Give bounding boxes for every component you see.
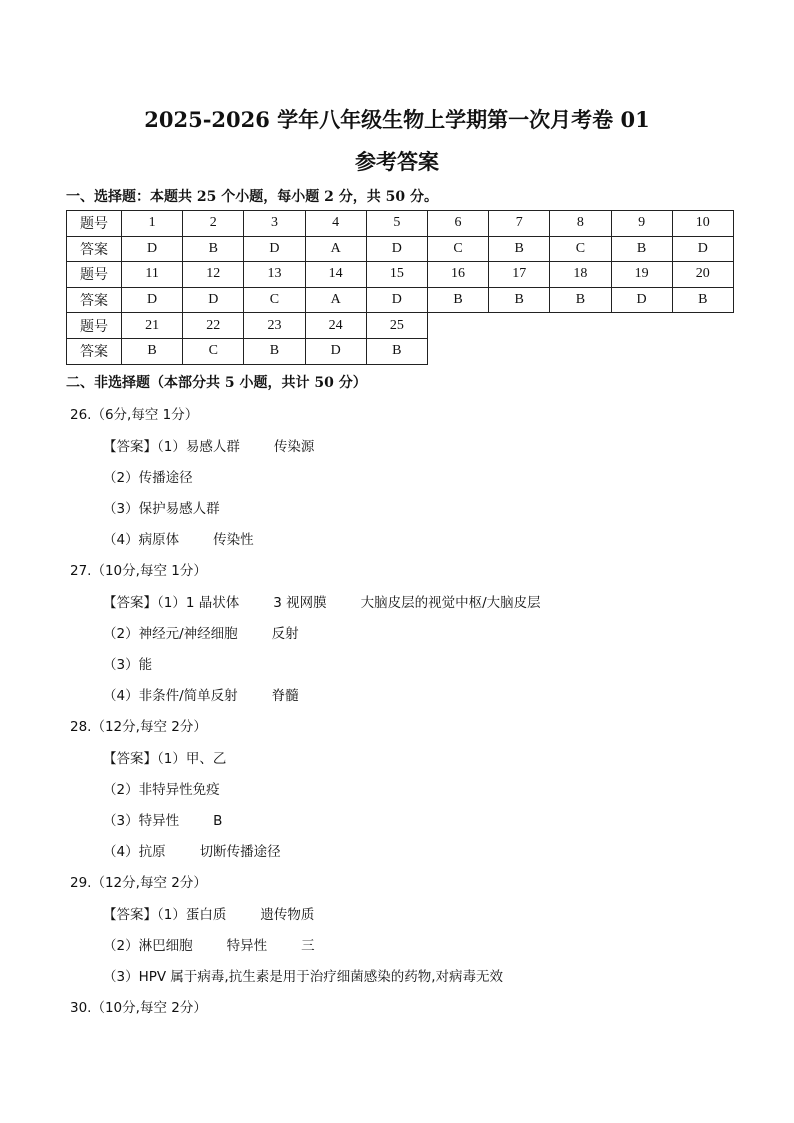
answer-text: （2）传播途径 xyxy=(103,470,193,486)
answer-text: （4）抗原 xyxy=(103,844,166,860)
answer-text: 【答案】（1）蛋白质 xyxy=(103,907,227,923)
table-cell: C xyxy=(427,236,488,262)
answer-text: （3）保护易感人群 xyxy=(103,501,220,517)
table-row xyxy=(67,287,734,313)
answer-text: （2）淋巴细胞 xyxy=(103,938,193,954)
answer-text: 特异性 xyxy=(226,938,268,954)
answer-table xyxy=(66,210,734,365)
answer-text: 切断传播途径 xyxy=(199,844,281,860)
table-cell: D xyxy=(305,338,366,364)
table-cell: 16 xyxy=(427,262,488,288)
table-cell: 25 xyxy=(366,313,427,339)
table-empty-cell xyxy=(427,313,733,339)
page-title: 2025-2026 学年八年级生物上学期第一次月考卷 01 xyxy=(144,107,650,132)
answer-line xyxy=(103,684,299,704)
answer-line xyxy=(103,747,226,767)
table-cell: 11 xyxy=(122,262,183,288)
answer-line xyxy=(103,934,315,954)
question-26-heading: 26.（6分,每空 1分） xyxy=(70,407,199,423)
table-cell: 22 xyxy=(183,313,244,339)
table-cell: 9 xyxy=(611,211,672,237)
table-cell: 10 xyxy=(672,211,733,237)
table-cell: 7 xyxy=(489,211,550,237)
answer-line xyxy=(103,778,220,798)
answer-text: 遗传物质 xyxy=(260,907,315,923)
answer-text: B xyxy=(213,813,223,829)
table-cell: B xyxy=(183,236,244,262)
table-cell: B xyxy=(550,287,611,313)
table-row xyxy=(67,313,734,339)
table-cell: 14 xyxy=(305,262,366,288)
table-cell: 8 xyxy=(550,211,611,237)
question-29-heading: 29.（12分,每空 2分） xyxy=(70,875,207,891)
answer-text: 3 视网膜 xyxy=(273,595,327,611)
answer-line xyxy=(103,809,222,829)
table-row xyxy=(67,262,734,288)
page-subtitle: 参考答案 xyxy=(355,149,439,174)
table-cell: 3 xyxy=(244,211,305,237)
answer-line xyxy=(103,528,254,548)
table-cell: 17 xyxy=(489,262,550,288)
table-cell: 答案 xyxy=(67,287,122,313)
table-cell: A xyxy=(305,236,366,262)
answer-text: 大脑皮层的视觉中枢/大脑皮层 xyxy=(360,595,541,611)
table-cell: 23 xyxy=(244,313,305,339)
table-cell: 12 xyxy=(183,262,244,288)
answer-text: 【答案】（1）甲、乙 xyxy=(103,751,227,767)
answer-text: （2）非特异性免疫 xyxy=(103,782,220,798)
table-cell: 18 xyxy=(550,262,611,288)
table-cell: 题号 xyxy=(67,313,122,339)
question-28-heading: 28.（12分,每空 2分） xyxy=(70,719,207,735)
table-row xyxy=(67,211,734,237)
table-cell: 5 xyxy=(366,211,427,237)
table-cell: 21 xyxy=(122,313,183,339)
table-cell: D xyxy=(122,287,183,313)
table-cell: 2 xyxy=(183,211,244,237)
table-cell: 题号 xyxy=(67,211,122,237)
table-cell: 答案 xyxy=(67,338,122,364)
table-cell: B xyxy=(672,287,733,313)
table-cell: 1 xyxy=(122,211,183,237)
question-27-heading: 27.（10分,每空 1分） xyxy=(70,563,207,579)
answer-text: （2）神经元/神经细胞 xyxy=(103,626,238,642)
table-empty-cell xyxy=(427,338,733,364)
answer-line xyxy=(103,840,281,860)
answer-text: 脊髓 xyxy=(271,688,299,704)
answer-line xyxy=(103,591,541,611)
table-cell: 6 xyxy=(427,211,488,237)
answer-text: （4）非条件/简单反射 xyxy=(103,688,238,704)
table-cell: B xyxy=(366,338,427,364)
table-cell: 13 xyxy=(244,262,305,288)
table-cell: D xyxy=(611,287,672,313)
table-cell: D xyxy=(183,287,244,313)
answer-text: 三 xyxy=(301,938,315,954)
table-row xyxy=(67,338,734,364)
answer-line xyxy=(103,622,299,642)
table-cell: B xyxy=(427,287,488,313)
answer-text: 传染性 xyxy=(213,532,254,548)
question-30-heading: 30.（10分,每空 2分） xyxy=(70,1000,207,1016)
table-cell: B xyxy=(244,338,305,364)
table-cell: D xyxy=(672,236,733,262)
table-cell: A xyxy=(305,287,366,313)
table-cell: B xyxy=(489,236,550,262)
answer-line xyxy=(103,903,314,923)
answer-text: 传染源 xyxy=(273,439,315,455)
table-cell: 题号 xyxy=(67,262,122,288)
section-heading-nonchoice: 二、非选择题（本部分共 5 小题，共计 50 分） xyxy=(66,375,367,391)
answer-text: （3）HPV 属于病毒,抗生素是用于治疗细菌感染的药物,对病毒无效 xyxy=(103,969,503,985)
table-cell: C xyxy=(550,236,611,262)
table-cell: D xyxy=(366,287,427,313)
table-row xyxy=(67,236,734,262)
section-heading-choice: 一、选择题：本题共 25 个小题，每小题 2 分，共 50 分。 xyxy=(66,189,438,205)
table-cell: 答案 xyxy=(67,236,122,262)
table-cell: B xyxy=(489,287,550,313)
answer-line xyxy=(103,466,193,486)
answer-text: （4）病原体 xyxy=(103,532,180,548)
table-cell: 24 xyxy=(305,313,366,339)
answer-text: （3）特异性 xyxy=(103,813,180,829)
table-cell: 4 xyxy=(305,211,366,237)
table-cell: 19 xyxy=(611,262,672,288)
answer-text: 反射 xyxy=(271,626,299,642)
answer-line xyxy=(103,965,503,985)
answer-text: 【答案】（1）1 晶状体 xyxy=(103,595,240,611)
answer-text: （3）能 xyxy=(103,657,153,673)
answer-line xyxy=(103,653,152,673)
table-cell: B xyxy=(122,338,183,364)
table-cell: 15 xyxy=(366,262,427,288)
table-cell: D xyxy=(366,236,427,262)
table-cell: C xyxy=(244,287,305,313)
table-cell: B xyxy=(611,236,672,262)
answer-line xyxy=(103,497,220,517)
table-cell: D xyxy=(122,236,183,262)
answer-line xyxy=(103,435,314,455)
table-cell: 20 xyxy=(672,262,733,288)
table-cell: D xyxy=(244,236,305,262)
answer-text: 【答案】（1）易感人群 xyxy=(103,439,240,455)
table-cell: C xyxy=(183,338,244,364)
